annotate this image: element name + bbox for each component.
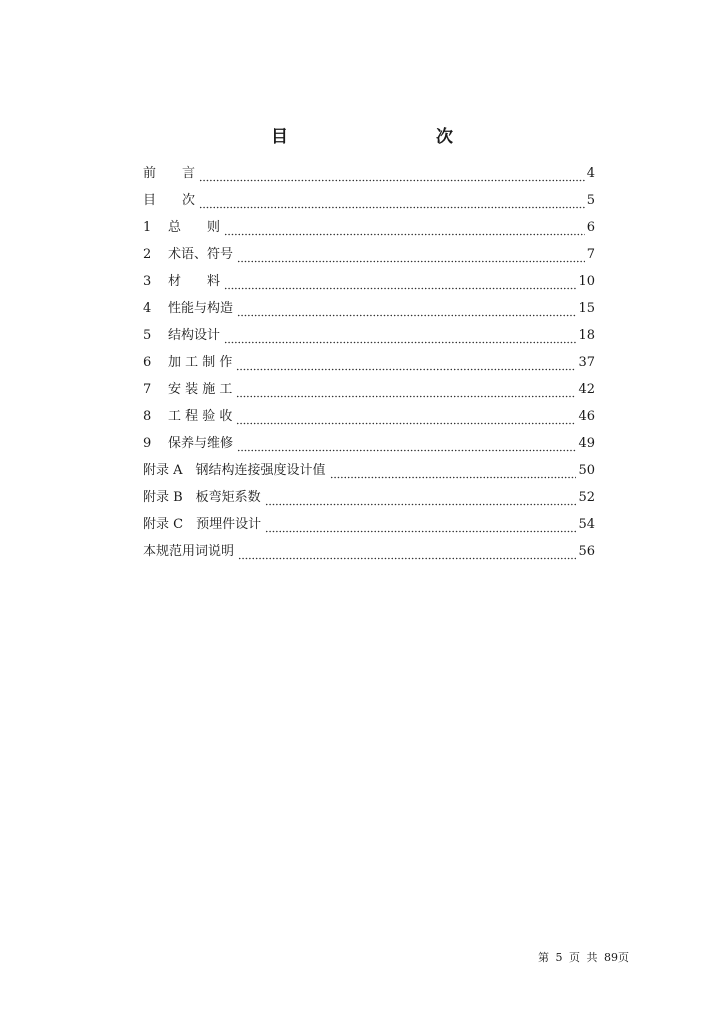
toc-entry-page: 46 xyxy=(578,409,595,424)
toc-entry-page: 56 xyxy=(578,544,595,559)
toc-entry-5 xyxy=(143,320,595,347)
toc-entry-number: 7 xyxy=(143,382,152,397)
toc-entry-8 xyxy=(143,401,595,428)
toc-entry-label: 保养与维修 xyxy=(168,436,234,451)
toc-entry-page: 49 xyxy=(578,436,595,451)
toc-entry-page: 15 xyxy=(578,301,595,316)
toc-entry-label: 目 次 xyxy=(143,193,196,208)
toc-leader-dots xyxy=(224,332,576,344)
toc-leader-dots xyxy=(199,170,585,182)
toc-entry-2 xyxy=(143,239,595,266)
toc-entry-9 xyxy=(143,428,595,455)
toc-leader-dots xyxy=(224,224,585,236)
toc-entry-number: 2 xyxy=(143,247,152,262)
toc-entry-label: 安 装 施 工 xyxy=(168,382,233,397)
toc-entry-page: 5 xyxy=(586,193,595,208)
toc-leader-dots xyxy=(236,386,576,398)
toc-entry-label: 附录 B 板弯矩系数 xyxy=(143,490,261,505)
toc-entry-contents xyxy=(143,185,595,212)
toc-leader-dots xyxy=(236,413,576,425)
toc-entry-page: 50 xyxy=(578,463,595,478)
toc-entry-label: 术语、符号 xyxy=(168,247,234,262)
toc-entry-number: 4 xyxy=(143,301,152,316)
toc-entry-6 xyxy=(143,347,595,374)
toc-entry-7 xyxy=(143,374,595,401)
toc-entry-number: 3 xyxy=(143,274,152,289)
toc-entry-label: 本规范用词说明 xyxy=(143,544,235,559)
page-number-footer: 第 5 页 共 89页 xyxy=(538,951,629,964)
toc-entry-page: 7 xyxy=(586,247,595,262)
toc-entry-page: 37 xyxy=(578,355,595,370)
toc-leader-dots xyxy=(237,251,585,263)
toc-leader-dots xyxy=(265,521,576,533)
toc-entry-number: 1 xyxy=(143,220,152,235)
toc-entry-page: 10 xyxy=(578,274,595,289)
toc-entry-page: 4 xyxy=(586,166,595,181)
toc-entry-label: 总 则 xyxy=(168,220,221,235)
toc-leader-dots xyxy=(236,359,576,371)
toc-entry-number: 8 xyxy=(143,409,152,424)
toc-entry-page: 42 xyxy=(578,382,595,397)
toc-entry-label: 附录 A 钢结构连接强度设计值 xyxy=(143,463,326,478)
toc-leader-dots xyxy=(330,467,577,479)
toc-entry-label: 材 料 xyxy=(168,274,221,289)
toc-entry-appendix-a xyxy=(143,455,595,482)
toc-entry-number: 9 xyxy=(143,436,152,451)
toc-leader-dots xyxy=(238,548,576,560)
toc-entry-1 xyxy=(143,212,595,239)
toc-leader-dots xyxy=(237,305,576,317)
toc-entry-label: 结构设计 xyxy=(168,328,221,343)
toc-leader-dots xyxy=(224,278,576,290)
toc-entry-3 xyxy=(143,266,595,293)
toc-entry-preface xyxy=(143,158,595,185)
toc-entry-label: 性能与构造 xyxy=(168,301,234,316)
toc-entry-label: 工 程 验 收 xyxy=(168,409,233,424)
toc-entry-page: 18 xyxy=(578,328,595,343)
toc-entry-4 xyxy=(143,293,595,320)
toc-entry-label: 加 工 制 作 xyxy=(168,355,233,370)
toc-leader-dots xyxy=(199,197,585,209)
toc-entry-number: 6 xyxy=(143,355,152,370)
page-title: 目 次 xyxy=(271,127,491,147)
toc-entry-appendix-c xyxy=(143,509,595,536)
toc-entry-page: 6 xyxy=(586,220,595,235)
toc-leader-dots xyxy=(265,494,577,506)
toc-entry-appendix-b xyxy=(143,482,595,509)
toc-entry-label: 附录 C 预埋件设计 xyxy=(143,517,262,532)
toc-leader-dots xyxy=(237,440,576,452)
toc-entry-page: 54 xyxy=(578,517,595,532)
toc-entry-number: 5 xyxy=(143,328,152,343)
toc-entry-label: 前 言 xyxy=(143,166,196,181)
table-of-contents xyxy=(143,158,595,563)
toc-entry-page: 52 xyxy=(578,490,595,505)
toc-entry-wording-explanation xyxy=(143,536,595,563)
